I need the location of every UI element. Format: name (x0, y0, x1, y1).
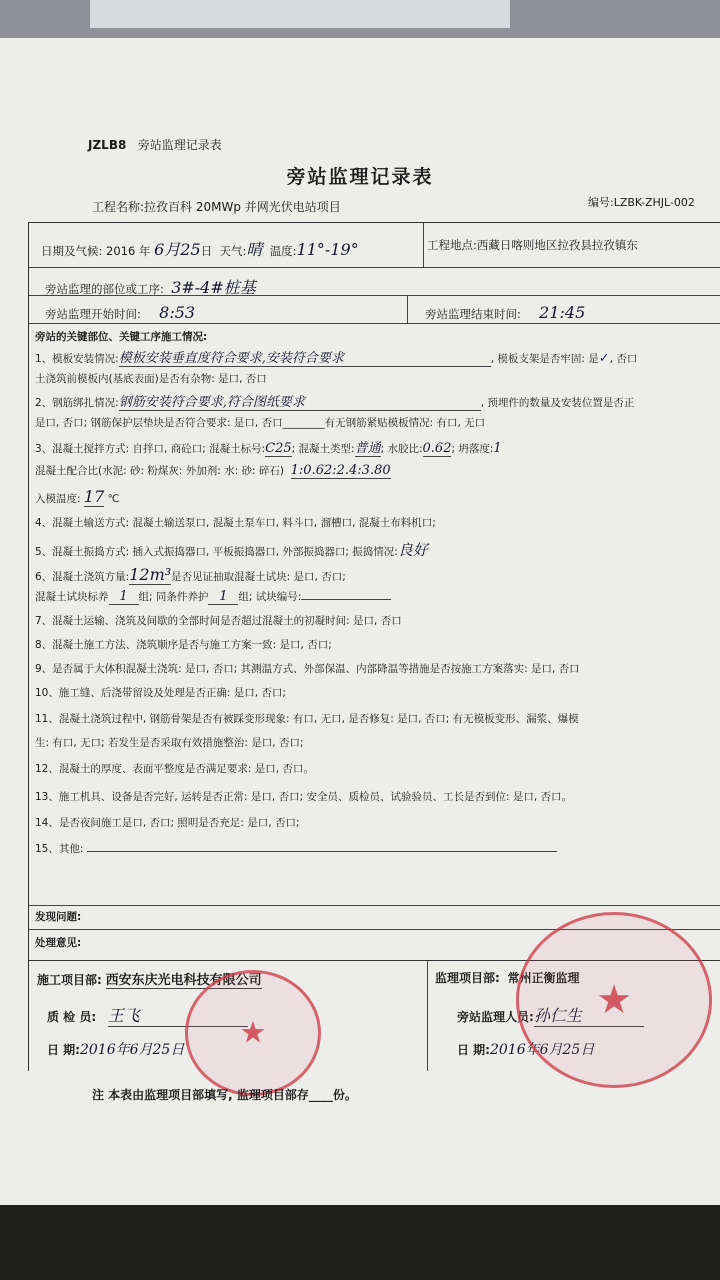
item-1-debris: 土浇筑前模板内(基底表面)是否有杂物: 是口, 否口 (35, 373, 267, 385)
part-procedure-row: 旁站监理的部位或工序: 3#-4#桩基 (45, 278, 256, 297)
item-15-other: 15、其他: (35, 841, 557, 856)
item-10-joints: 10、施工缝、后浇带留设及处理是否正确: 是口, 否口; (35, 687, 286, 699)
supervisor: 监理项目部: 常州正衡监理 (435, 971, 580, 985)
item-13-equipment: 13、施工机具、设备是否完好, 运转是否正常: 是口, 否口; 安全员、质检员、试验验员、工长是否到位: 是口, 否口。 (35, 791, 573, 803)
end-time-handwriting: 21:45 (539, 303, 586, 322)
supervisor-date: 日 期:2016年6月25日 (457, 1042, 595, 1058)
table-surface (0, 1205, 720, 1280)
date-handwriting: 6月25 (154, 240, 201, 259)
item-8-method: 8、混凝土施工方法、浇筑顺序是否与施工方案一致: 是口, 否口; (35, 639, 332, 651)
start-time-handwriting: 8:53 (159, 303, 196, 322)
item-3-mixing: 3、混凝土搅拌方式: 自拌口, 商砼口; 混凝土标号:C25; 混凝土类型:普通; 水胶比:0.62; 坍落度:1 (35, 437, 502, 457)
section-intro: 旁站的关键部位、关键工序施工情况: (35, 331, 208, 343)
form-code: JZLB8 旁站监理记录表 (88, 138, 222, 152)
contractor-date: 日 期:2016年6月25日 (47, 1042, 185, 1058)
temperature-handwriting: 11°-19° (296, 240, 359, 259)
item-2-rebar: 2、钢筋绑扎情况:钢筋安装符合要求,符合图纸要求 , 预埋件的数量及安装位置是否正 (35, 391, 634, 411)
item-3-temperature: 入模温度: 17 ℃ (35, 487, 120, 506)
item-4-conveying: 4、混凝土输送方式: 混凝土输送泵口, 混凝土泵车口, 料斗口, 溜槽口, 混凝土布料机口; (35, 517, 436, 529)
background-strip (0, 0, 720, 40)
item-14-night-work: 14、是否夜间施工是口, 否口; 照明是否充足: 是口, 否口; (35, 817, 300, 829)
inspector: 质 检 员: 王飞 (47, 1003, 248, 1027)
serial-number: 编号:LZBK-ZHJL-002 (588, 196, 695, 209)
problems-label: 发现问题: (35, 911, 82, 923)
weather-handwriting: 晴 (246, 240, 263, 259)
item-2-rebar-check: 是口, 否口; 钢筋保护层垫块是否符合要求: 是口, 否口________有无钢筋紧贴模板情况: 有口, 无口 (35, 417, 486, 429)
contractor: 施工项目部: 西安东庆光电科技有限公司 (37, 969, 262, 989)
project-name: 工程名称:拉孜百科 20MWp 并网光伏电站项目 (92, 200, 341, 214)
date-weather-row: 日期及气候: 2016 年 6月25日 天气:晴 温度:11°-19° (41, 240, 359, 259)
item-1-formwork: 1、模板安装情况:模板安装垂直度符合要求,安装符合要求 , 模板支架是否牢固: 是✓, 否口 (35, 347, 637, 367)
item-6-volume: 6、混凝土浇筑方量:12m³是否见证抽取混凝土试块: 是口, 否口; (35, 565, 346, 584)
site-location: 工程地点:西藏日喀则地区拉孜县拉孜镇东 (427, 238, 638, 252)
start-time: 旁站监理开始时间: 8:53 (45, 303, 196, 322)
part-handwriting: 3#-4#桩基 (171, 278, 256, 297)
item-7-time: 7、混凝土运输、浇筑及间歇的全部时间是否超过混凝土的初凝时间: 是口, 否口 (35, 615, 402, 627)
item-5-vibrating: 5、混凝土振捣方式: 插入式振捣器口, 平板振捣器口, 外部振捣器口; 振捣情况:良好 (35, 541, 428, 559)
footer-note: 注 本表由监理项目部填写, 监理项目部存____份。 (92, 1088, 357, 1102)
item-9-mass-concrete: 9、是否属于大体积混凝土浇筑: 是口, 否口; 其测温方式、外部保温、内部降温等措施是否按施工方案落实: 是口, 否口 (35, 663, 580, 675)
contractor-seal: ★ (185, 970, 321, 1096)
supervision-staff: 旁站监理人员:孙仁生 (457, 1003, 644, 1027)
page-title: 旁站监理记录表 (286, 166, 434, 188)
item-12-thickness: 12、混凝土的厚度、表面平整度是否满足要求: 是口, 否口。 (35, 763, 314, 775)
item-11-formwork-defects: 生: 有口, 无口; 若发生是否采取有效措施整治: 是口, 否口; (35, 737, 304, 749)
item-6-samples: 混凝土试块标养 1 组; 同条件养护 1 组; 试块编号: (35, 589, 391, 605)
supervisor-seal: ★ (516, 912, 712, 1088)
opinion-label: 处理意见: (35, 937, 82, 949)
background-paper-edge (90, 0, 510, 28)
item-11-rebar-cage: 11、混凝土浇筑过程中, 钢筋骨架是否有被踩变形现象: 有口, 无口, 是否修复: 是口, 否口; 有无模板变形、漏浆、爆模 (35, 713, 579, 725)
item-3-mix-ratio: 混凝土配合比(水泥: 砂: 粉煤灰: 外加剂: 水: 砂: 碎石) 1:0.62:2.4:3.80 (35, 463, 391, 478)
end-time: 旁站监理结束时间: 21:45 (425, 303, 586, 322)
